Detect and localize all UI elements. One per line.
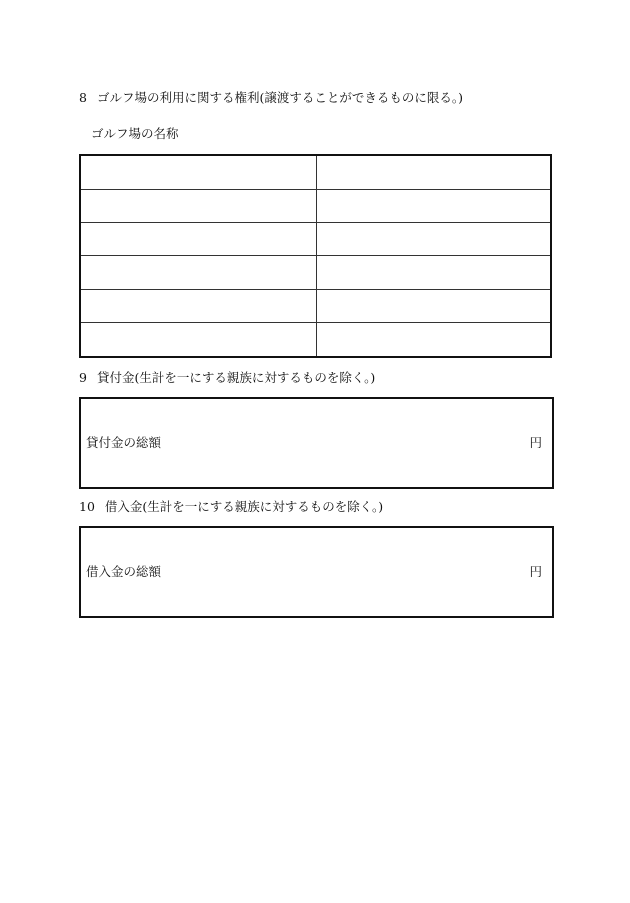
golf-table-cell[interactable] [317,222,552,255]
golf-table-cell[interactable] [80,189,317,222]
loan-receivable-unit: 円 [529,435,542,450]
loan-receivable-total-label: 貸付金の総額 [86,435,162,450]
section-9-number: 9 [79,370,87,385]
loan-receivable-box[interactable] [79,397,554,489]
golf-table-cell[interactable] [317,189,552,222]
section-9-heading [79,370,375,386]
golf-table-cell[interactable] [80,323,317,357]
borrowings-unit: 円 [529,564,542,579]
section-8-number: 8 [79,90,87,105]
table-row [80,256,551,289]
golf-table-cell[interactable] [317,155,552,189]
table-row [80,222,551,255]
golf-table-cell[interactable] [317,256,552,289]
section-10-title: 借入金(生計を一にする親族に対するものを除く。) [104,499,384,514]
golf-table-cell[interactable] [80,289,317,322]
section-9-title: 貸付金(生計を一にする親族に対するものを除く。) [96,370,376,385]
golf-course-name-label: ゴルフ場の名称 [91,126,179,141]
section-10-number: 10 [79,499,95,514]
section-8-title: ゴルフ場の利用に関する権利(譲渡することができるものに限る。) [96,90,463,105]
borrowings-box[interactable] [79,526,554,618]
table-row [80,189,551,222]
golf-table-cell[interactable] [317,323,552,357]
section-8-heading [79,90,463,106]
golf-course-table [79,154,552,358]
golf-table-cell[interactable] [80,222,317,255]
table-row [80,289,551,322]
golf-table-cell[interactable] [317,289,552,322]
table-row [80,323,551,357]
section-10-heading [79,499,383,515]
golf-table-cell[interactable] [80,155,317,189]
table-row [80,155,551,189]
golf-table-cell[interactable] [80,256,317,289]
borrowings-total-label: 借入金の総額 [86,564,162,579]
